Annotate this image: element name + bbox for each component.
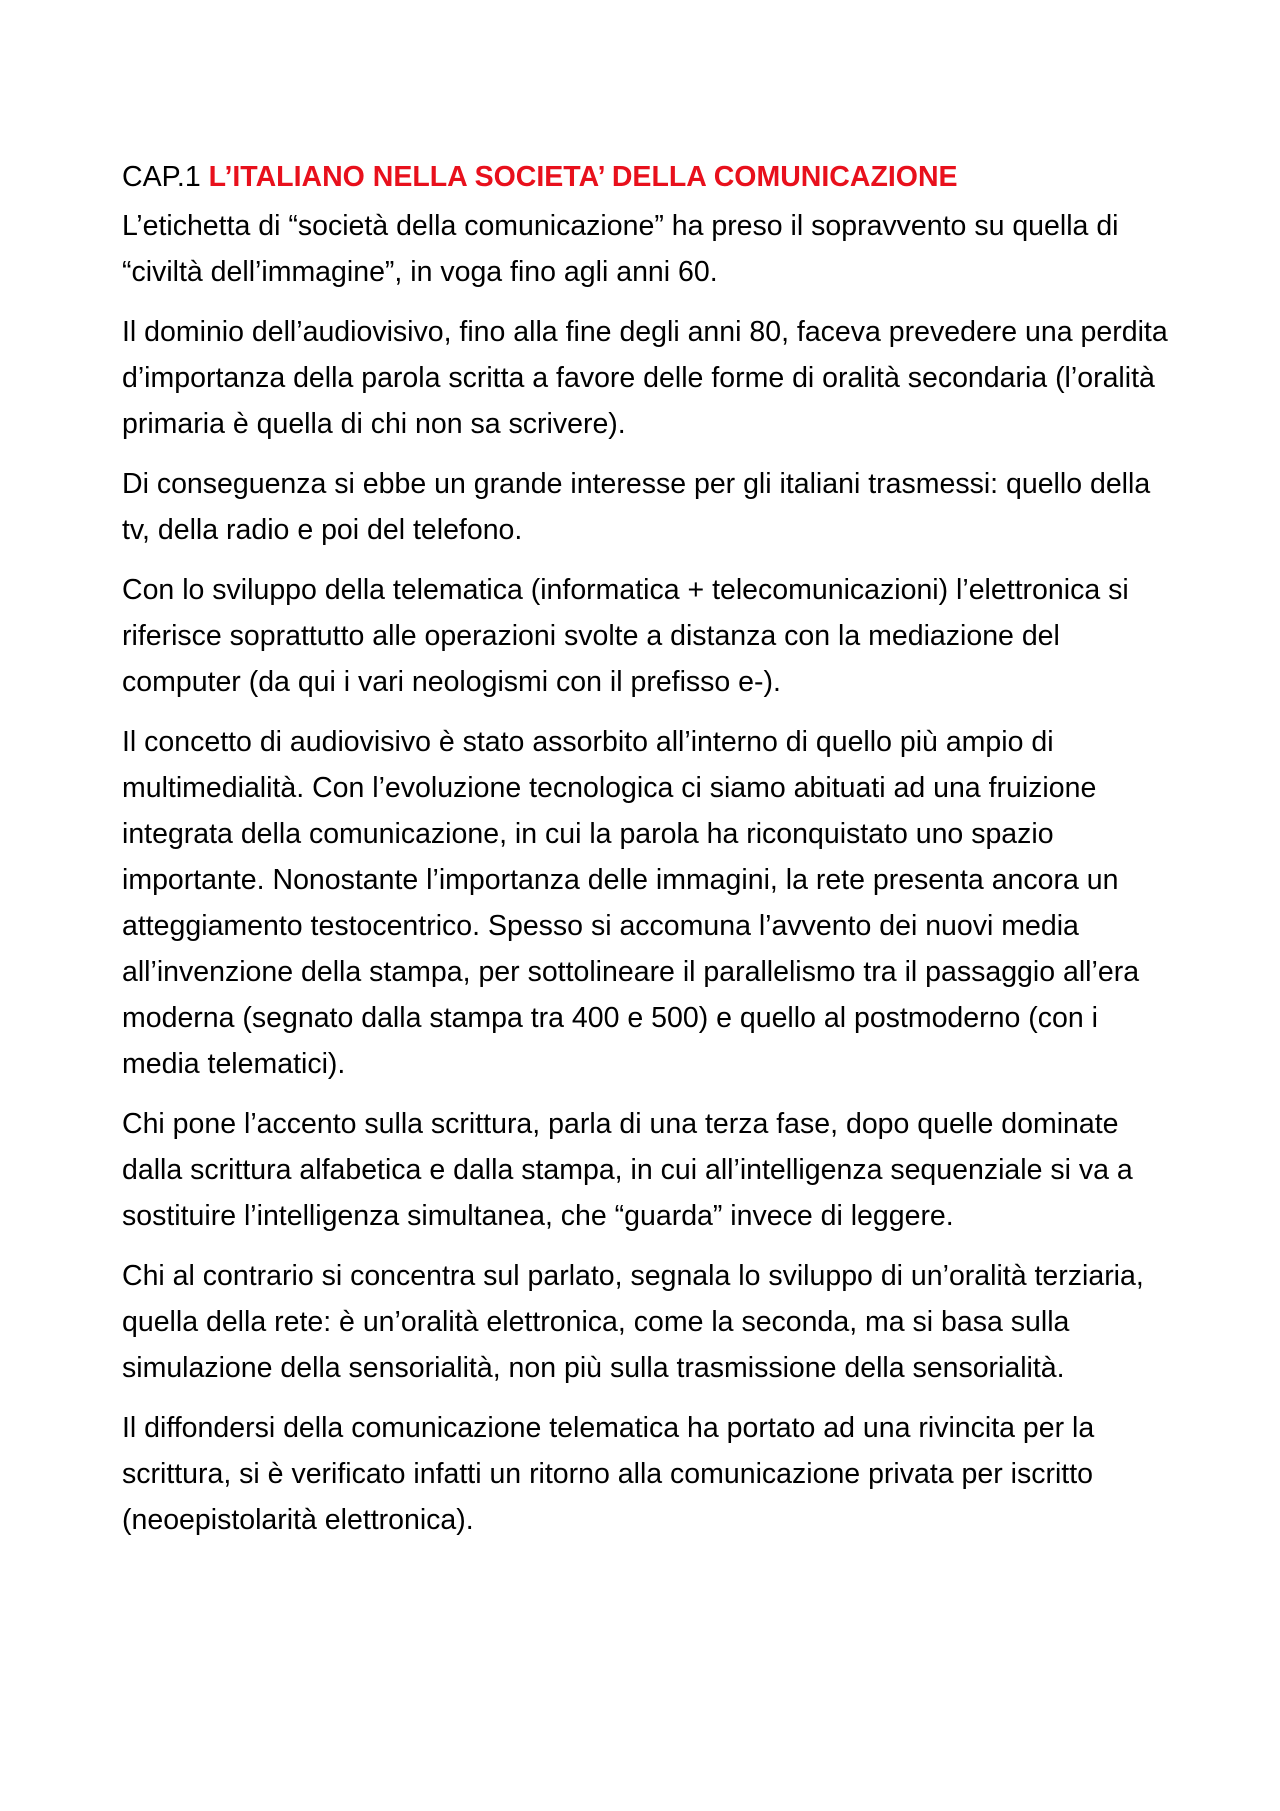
paragraph-3: Di conseguenza si ebbe un grande interesse per gli italiani trasmessi: quello della tv, della radio e poi del telefono.	[122, 468, 1151, 546]
paragraph-6: Chi pone l’accento sulla scrittura, parla di una terza fase, dopo quelle dominate dalla scrittura alfabetica e dalla stampa, in cui all’intelligenza sequenziale si va a sostituire l’intelligenza simultanea, che “guarda” invece di leggere.	[122, 1108, 1133, 1232]
paragraph-2: Il dominio dell’audiovisivo, fino alla fine degli anni 80, faceva prevedere una perdita d’importanza della parola scritta a favore delle forme di oralità secondaria (l’oralità primaria è quella di chi non sa scrivere).	[122, 316, 1168, 440]
paragraph-1: L’etichetta di “società della comunicazione” ha preso il sopravvento su quella di “civiltà dell’immagine”, in voga fino agli anni 60.	[122, 210, 1119, 288]
paragraph-7: Chi al contrario si concentra sul parlato, segnala lo sviluppo di un’oralità terziaria, quella della rete: è un’oralità elettronica, come la seconda, ma si basa sulla simulazione della sensorialità, non più sulla trasmissione della sensorialità.	[122, 1260, 1144, 1384]
chapter-heading	[122, 155, 1180, 199]
paragraph-5: Il concetto di audiovisivo è stato assorbito all’interno di quello più ampio di multimedialità. Con l’evoluzione tecnologica ci siamo abituati ad una fruizione integrata della comunicazione, in cui la parola ha riconquistato uno spazio importante. Nonostante l’importanza delle immagini, la rete presenta ancora un atteggiamento testocentrico. Spesso si accomuna l’avvento dei nuovi media all’invenzione della stampa, per sottolineare il parallelismo tra il passaggio all’era moderna (segnato dalla stampa tra 400 e 500) e quello al postmoderno (con i media telematici).	[122, 726, 1140, 1080]
paragraph-4: Con lo sviluppo della telematica (informatica + telecomunicazioni) l’elettronica si riferisce soprattutto alle operazioni svolte a distanza con la mediazione del computer (da qui i vari neologismi con il prefisso e-).	[122, 574, 1129, 698]
chapter-number: CAP.1	[122, 161, 209, 193]
document-page	[122, 155, 1180, 1557]
chapter-title: L’ITALIANO NELLA SOCIETA’ DELLA COMUNICAZIONE	[208, 161, 958, 193]
paragraph-8: Il diffondersi della comunicazione telematica ha portato ad una rivincita per la scrittura, si è verificato infatti un ritorno alla comunicazione privata per iscritto (neoepistolarità elettronica).	[122, 1412, 1095, 1536]
